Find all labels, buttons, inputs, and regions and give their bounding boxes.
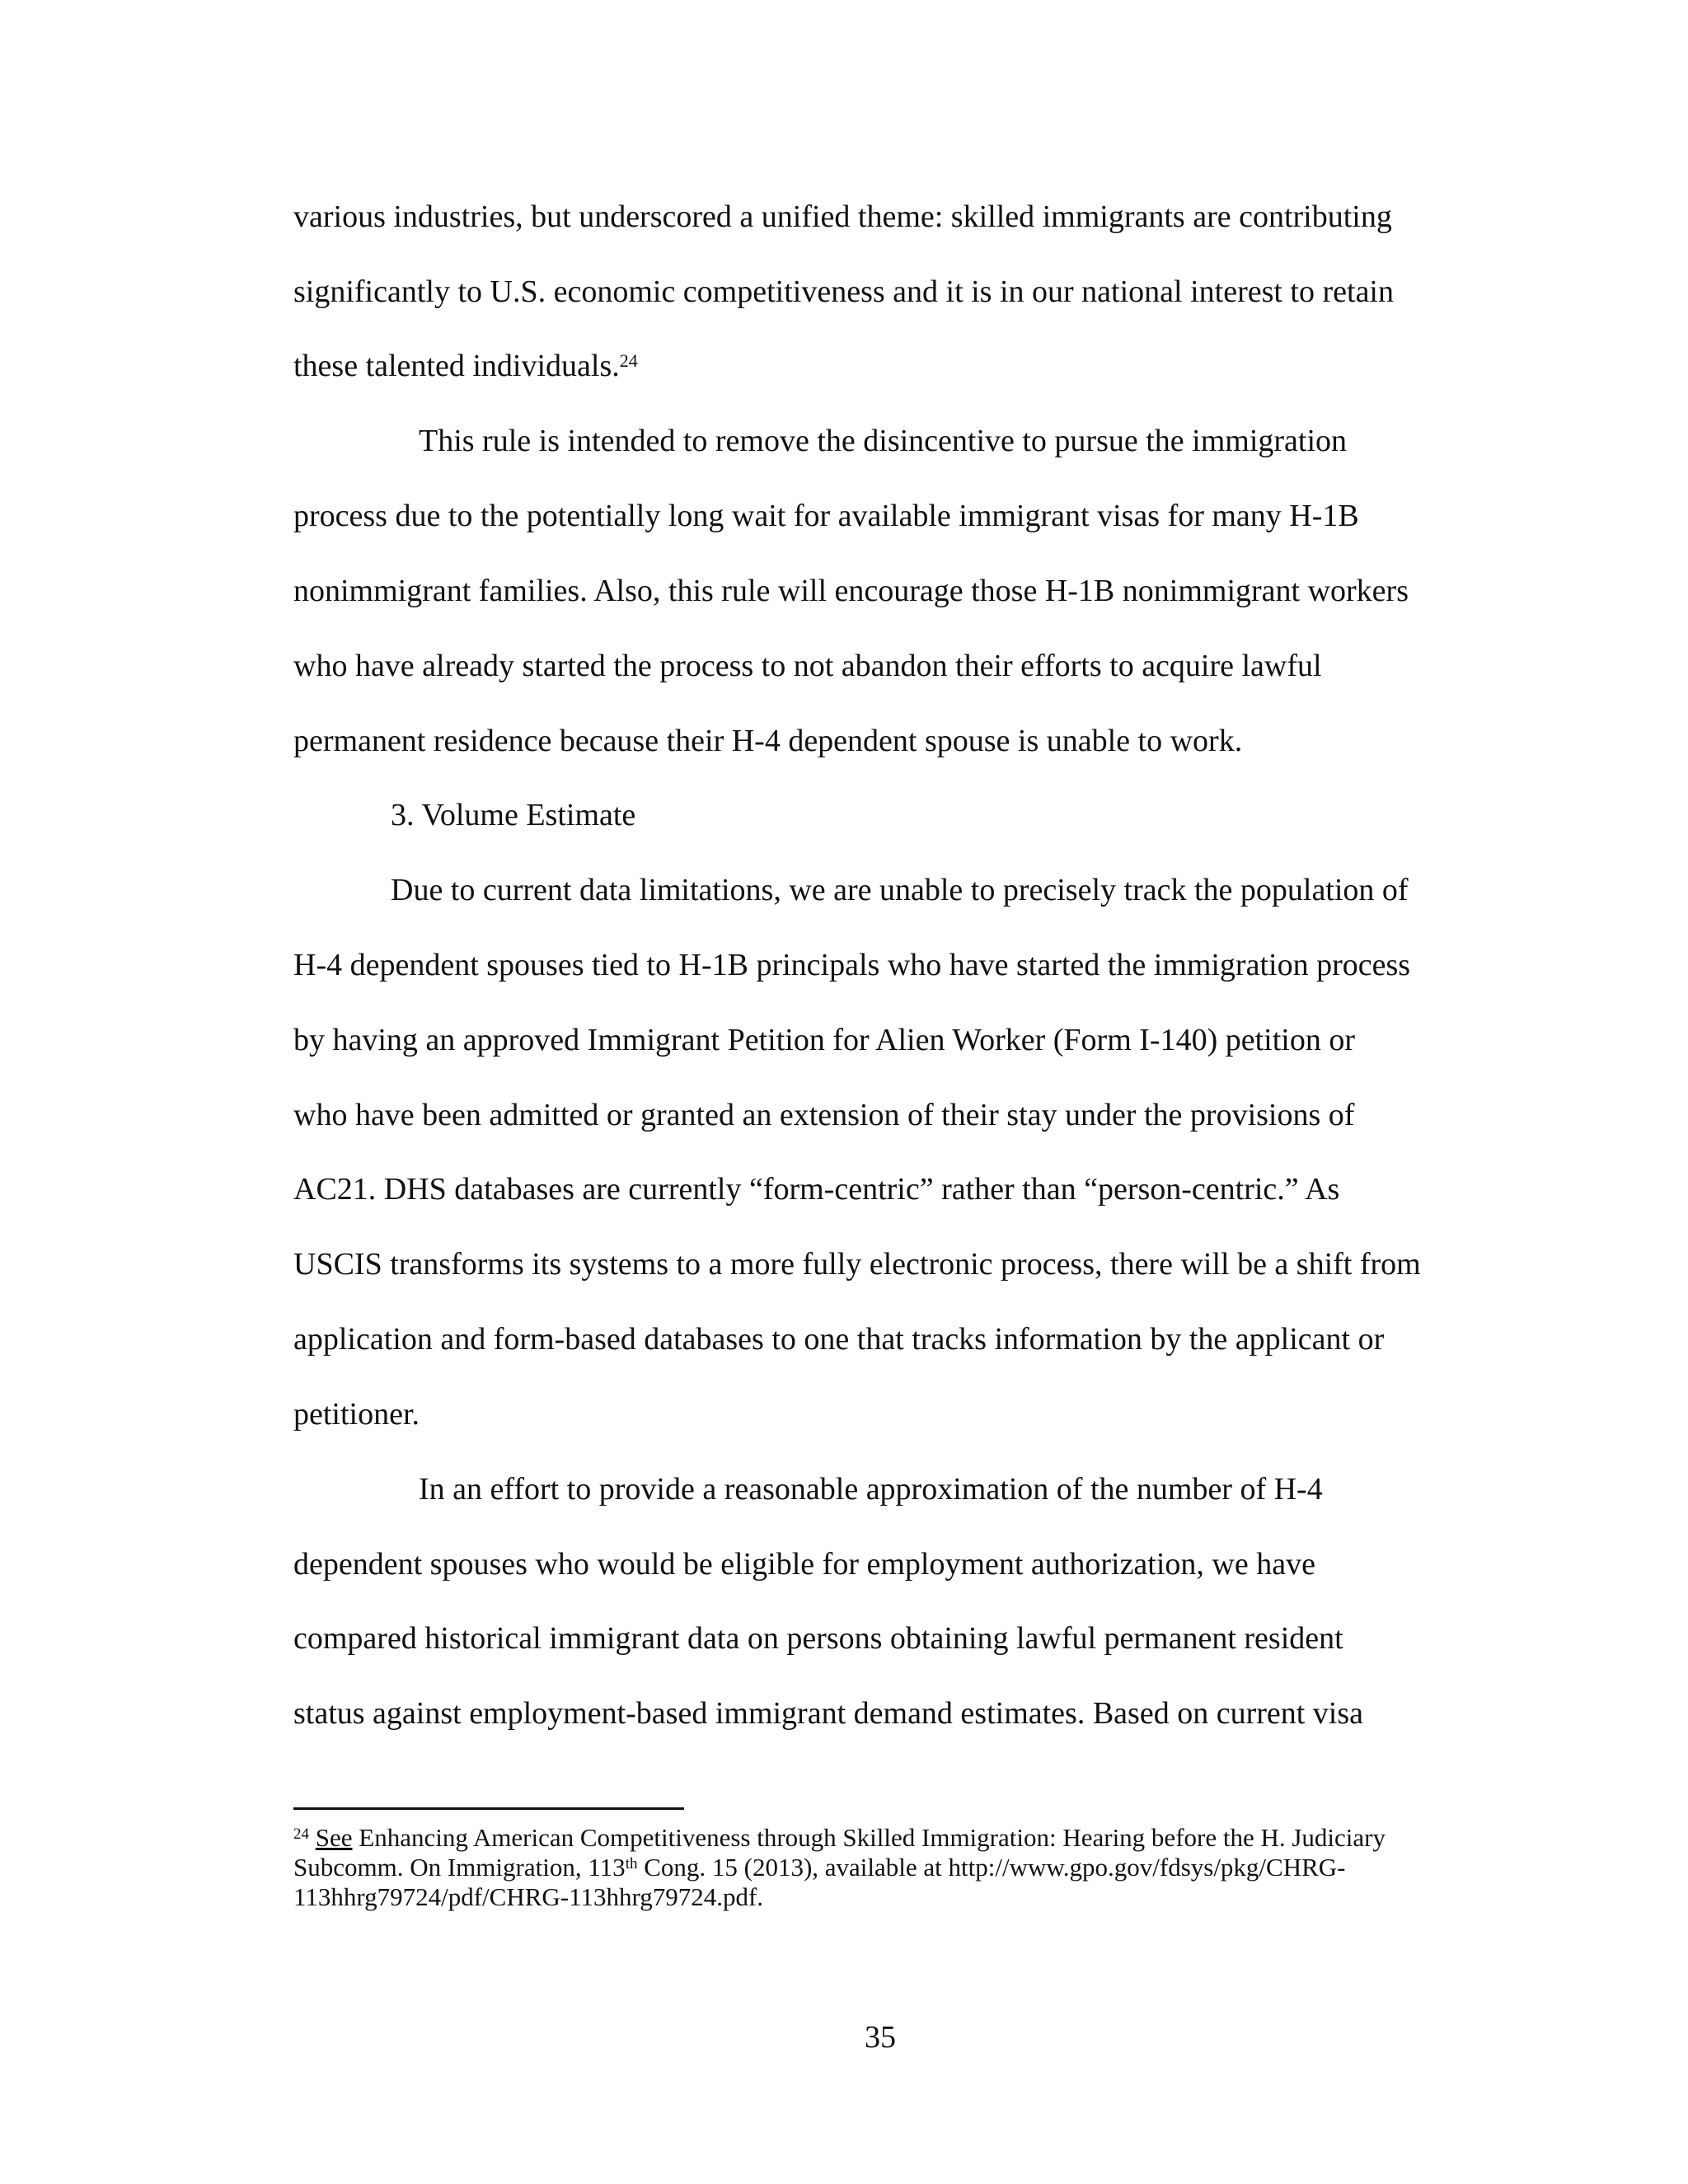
body-line-6: nonimmigrant families. Also, this rule will encourage those H-1B nonimmigrant workers <box>293 574 1409 608</box>
body-line-21: status against employment-based immigrant demand estimates. Based on current visa <box>293 1696 1364 1731</box>
body-line-19: dependent spouses who would be eligible for employment authorization, we have <box>293 1547 1315 1582</box>
body-line-18: In an effort to provide a reasonable approximation of the number of H-4 <box>419 1472 1323 1507</box>
footnote-line-2 <box>293 1853 1346 1882</box>
footnote-line-1-text: Enhancing American Competitiveness through Skilled Immigration: Hearing before the H. Judiciary <box>352 1823 1386 1852</box>
body-line-4: This rule is intended to remove the disincentive to pursue the immigration <box>419 424 1348 458</box>
body-line-8: permanent residence because their H-4 dependent spouse is unable to work. <box>293 724 1243 758</box>
body-line-3 <box>293 348 638 384</box>
page-number: 35 <box>865 2020 896 2055</box>
footnote-line-1 <box>293 1823 1386 1853</box>
body-line-3-text: these talented individuals. <box>293 349 620 383</box>
body-line-5: process due to the potentially long wait for available immigrant visas for many H-1B <box>293 499 1359 533</box>
body-line-17: petitioner. <box>293 1397 420 1432</box>
section-heading-volume-estimate: 3. Volume Estimate <box>391 798 636 832</box>
footnote-divider <box>293 1807 684 1810</box>
footnote-reference-24: 24 <box>619 350 638 371</box>
body-line-10: Due to current data limitations, we are unable to precisely track the population of <box>391 873 1409 907</box>
body-line-12: by having an approved Immigrant Petition for Alien Worker (Form I-140) petition or <box>293 1023 1355 1057</box>
body-line-20: compared historical immigrant data on persons obtaining lawful permanent resident <box>293 1621 1343 1656</box>
body-line-7: who have already started the process to not abandon their efforts to acquire lawful <box>293 649 1322 683</box>
footnote-marker: 24 <box>293 1825 309 1843</box>
footnote-see: See <box>315 1823 353 1852</box>
body-line-2: significantly to U.S. economic competitiveness and it is in our national interest to retain <box>293 274 1394 309</box>
footnote-line-3: 113hhrg79724/pdf/CHRG-113hhrg79724.pdf. <box>293 1882 764 1911</box>
body-line-1: various industries, but underscored a unified theme: skilled immigrants are contributing <box>293 199 1392 234</box>
body-line-13: who have been admitted or granted an extension of their stay under the provisions of <box>293 1098 1355 1132</box>
footnote-line-2-b: Cong. 15 (2013), available at http://www.gpo.gov/fdsys/pkg/CHRG- <box>637 1853 1346 1882</box>
body-line-11: H-4 dependent spouses tied to H-1B principals who have started the immigration process <box>293 948 1411 982</box>
footnote-ordinal-th: th <box>625 1855 638 1872</box>
body-line-16: application and form-based databases to one that tracks information by the applicant or <box>293 1322 1385 1357</box>
body-line-14: AC21. DHS databases are currently “form-centric” rather than “person-centric.” As <box>293 1172 1340 1207</box>
footnote-line-2-a: Subcomm. On Immigration, 113 <box>293 1853 626 1882</box>
body-line-15: USCIS transforms its systems to a more fully electronic process, there will be a shift from <box>293 1247 1421 1282</box>
